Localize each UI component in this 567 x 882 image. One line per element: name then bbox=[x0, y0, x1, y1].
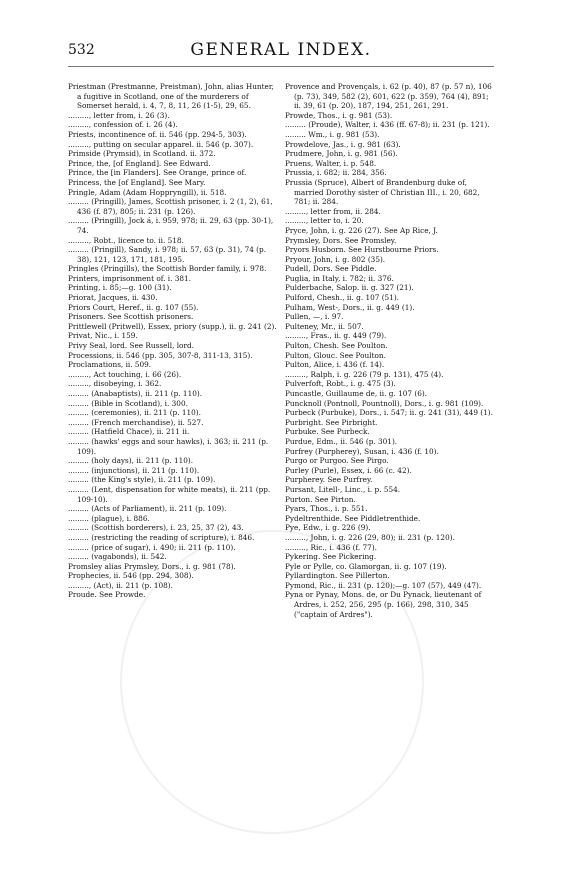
index-entry: Purley (Purle), Essex, i. 66 (c. 42). bbox=[285, 465, 412, 475]
index-entry: Pringles (Pringills), the Scottish Border family, i. 978. bbox=[68, 264, 267, 274]
index-entry: Prittlewell (Pritwell), Essex, priory (supp.), ii. g. 241 (2). bbox=[68, 321, 277, 331]
index-entry: ......... (Lent, dispensation for white meats), ii. 211 (pp. 109-10). bbox=[68, 484, 271, 504]
index-entry: Pulton, Chesh. See Poulton. bbox=[285, 341, 388, 351]
index-entry: ......... (the King's style), ii. 211 (p. 109). bbox=[68, 475, 216, 485]
index-entry: Purgo or Purgoo. See Pirgo. bbox=[285, 456, 389, 466]
running-title: GENERAL INDEX. bbox=[190, 40, 372, 60]
index-entry: Priestman (Prestmanne, Preistman), John, alias Hunter, a fugitive in Scotland, one of the murderers of Somerset herald, i. 4, 7, 8, 11, 26 (1-5), 29, 65. bbox=[68, 82, 274, 111]
index-entry: Purbuke. See Purbeck. bbox=[285, 427, 370, 437]
index-entry: ......... (holy days), ii. 211 (p. 110). bbox=[68, 456, 194, 466]
index-entry: ........., disobeying, i. 362. bbox=[68, 379, 162, 389]
index-entry: Pullen, —, i. 97. bbox=[285, 312, 344, 322]
index-entry: Pyle or Pylle, co. Glamorgan, ii. g. 107 (19). bbox=[285, 561, 447, 571]
index-entry: Priests, incontinence of. ii. 546 (pp. 294-5, 303). bbox=[68, 129, 247, 139]
index-entry: Pulderbache, Salop. ii. g. 327 (21). bbox=[285, 283, 414, 293]
index-entry: ......... (Anabaptists), ii. 211 (p. 110). bbox=[68, 389, 203, 398]
index-entry: ......... (price of sugar), i. 490; ii. 211 (p. 110). bbox=[68, 542, 236, 552]
index-entry: ......... (Pringill), Sandy, i. 978; ii. 57, 63 (p. 31), 74 (p. 38), 121, 123, 171, 181, 195. bbox=[68, 245, 267, 264]
index-entry: Prowdelove, Jas., i. g. 981 (63). bbox=[285, 139, 401, 149]
index-entry: ......... (Pringill), Jock á, i. 959, 978; ii. 29, 63 (pp. 30-1), 74. bbox=[68, 216, 274, 235]
index-entry: Priorat, Jacques, ii. 430. bbox=[68, 293, 158, 303]
index-entry: Prowde, Thos., i. g. 981 (53). bbox=[285, 110, 393, 120]
index-entry: Pryce, John, i. g. 226 (27). See Ap Rice, J. bbox=[285, 225, 438, 235]
page-header bbox=[68, 42, 494, 64]
index-entry: Pryors Husborn. See Hurstbourne Priors. bbox=[285, 245, 439, 255]
index-entry: Proude. See Prowde. bbox=[68, 590, 146, 600]
index-entry: Prophecies, ii. 546 (pp. 294, 308). bbox=[68, 571, 194, 581]
index-entry: ......... (Pringill), James, Scottish prisoner, i. 2 (1, 2), 61, 436 (f. 87), 805; ii. 231 (p. 126). bbox=[68, 197, 273, 216]
index-entry: Pye, Edw., i. g. 226 (9). bbox=[285, 523, 371, 533]
index-entry: Pyars, Thos., i. p. 551. bbox=[285, 504, 368, 514]
index-entry: Pursant, Litell-, Linc., i. p. 554. bbox=[285, 484, 401, 494]
index-entry: ......... (restricting the reading of scripture), i. 846. bbox=[68, 532, 255, 542]
index-entry: Pruens, Walter, i. p. 548. bbox=[285, 158, 377, 168]
index-entry: Privy Seal, lord. See Russell, lord. bbox=[68, 341, 194, 351]
index-entry: Purbright. See Pirbright. bbox=[285, 417, 378, 427]
index-entry: Puncknoll (Pontnoll, Pountnoll), Dors., i. g. 981 (109). bbox=[285, 398, 484, 408]
index-entry: ........., Fras., ii. g. 449 (79). bbox=[285, 331, 387, 341]
index-entry: Pyllardington. See Pillerton. bbox=[285, 571, 390, 581]
index-entry: ......... (Bible in Scotland), i. 300. bbox=[68, 398, 188, 408]
index-entry: ......... (French merchandise), ii. 527. bbox=[68, 417, 204, 427]
index-entry: ......... (Proude), Walter, i. 436 (ff. 67-8); ii. 231 (p. 121). bbox=[285, 120, 490, 130]
index-entry: ........., Ric., i. 436 (f. 77). bbox=[285, 542, 377, 552]
index-entry: Promsley alias Prymsley, Dors., i. g. 981 (78). bbox=[68, 561, 236, 571]
index-entry: ......... (Acts of Parliament), ii. 211 (p. 109). bbox=[68, 504, 227, 514]
index-entry: Pulford, Chesh., ii. g. 107 (51). bbox=[285, 293, 399, 303]
index-entry: ........., (Act), ii. 211 (p. 108). bbox=[68, 580, 173, 590]
index-entry: Purdue, Edm., ii. 546 (p. 301). bbox=[285, 436, 398, 446]
index-entry: Pulteney, Mr., ii. 507. bbox=[285, 321, 364, 331]
index-entry: Purbeck (Purbuke), Dors., i. 547; ii. g. 241 (31), 449 (1). bbox=[285, 408, 493, 418]
index-entry: ......... Wm., i. g. 981 (53). bbox=[285, 129, 380, 139]
index-entry: Pulton, Glouc. See Poulton. bbox=[285, 350, 386, 360]
index-entry: Prussia, i. 682; ii. 284, 356. bbox=[285, 168, 387, 178]
index-entry: ......... (vagabonds), ii. 542. bbox=[68, 552, 167, 562]
index-entry: ........., putting on secular apparel. ii. 546 (p. 307). bbox=[68, 139, 254, 149]
index-entry: Purton. See Pirton. bbox=[285, 494, 356, 504]
index-entry: Pringle, Adam (Adam Hoppryngill), ii. 518. bbox=[68, 187, 227, 197]
index-entry: Prince, the [in Flanders]. See Orange, prince of. bbox=[68, 168, 247, 178]
index-entry: Privat, Nic., i. 159. bbox=[68, 331, 138, 341]
index-entry: Pulham, West-, Dors., ii. g. 449 (1). bbox=[285, 302, 415, 312]
index-entry: Princess, the [of England]. See Mary. bbox=[68, 177, 206, 187]
index-entry: Provence and Provençals, i. 62 (p. 40), 87 (p. 57 n), 106 (p. 73), 349, 582 (2), 601, 622 (p. 359), 764 (4), 891; ii. 39, 61 (p. 20), 187, 194, 251, 261, 291. bbox=[285, 82, 492, 111]
index-entry: Pulton, Alice, i. 436 (f. 14). bbox=[285, 360, 385, 370]
index-entry: Purfrey (Purpherey), Susan, i. 436 (f. 10). bbox=[285, 446, 439, 456]
index-entry: Prisoners. See Scottish prisoners. bbox=[68, 312, 194, 322]
index-entry: ........., letter from, ii. 284. bbox=[285, 206, 381, 216]
index-entry: ........., Ralph, i. g. 226 (79 p. 131), 475 (4). bbox=[285, 369, 444, 379]
index-entry: ......... (hawks' eggs and sour hawks), i. 363; ii. 211 (p. 109). bbox=[68, 436, 269, 456]
index-entry: Pulverfoft, Robt., i. g. 475 (3). bbox=[285, 379, 396, 389]
index-entry: ........., confession of. i. 26 (4). bbox=[68, 120, 178, 130]
index-entry: Prince, the, [of England]. See Edward. bbox=[68, 158, 211, 168]
index-entry: Pykering. See Pickering. bbox=[285, 552, 377, 562]
index-entry: Proclamations, ii. 509. bbox=[68, 360, 152, 370]
index-entry: Prussia (Spruce), Albert of Brandenburg duke of, married Dorothy sister of Christian III., i. 20, 682, 781; ii. 284. bbox=[285, 177, 480, 207]
index-entry: Purpherey. See Purfrey. bbox=[285, 475, 373, 485]
index-entry: ........., Act touching, i. 66 (26). bbox=[68, 369, 182, 379]
index-entry: Priors Court, Heref., ii. g. 107 (55). bbox=[68, 302, 199, 312]
index-entry: Printers, imprisonment of. i. 381. bbox=[68, 273, 192, 283]
index-entry: Pymond, Ric., ii. 231 (p. 120);—g. 107 (57), 449 (47). bbox=[285, 580, 482, 590]
index-entry: Prymsley, Dors. See Promsley. bbox=[285, 235, 397, 245]
index-entry: ......... (plague), i. 886. bbox=[68, 513, 150, 523]
index-entry: ......... (injunctions), ii. 211 (p. 110). bbox=[68, 465, 200, 475]
page-number: 532 bbox=[68, 42, 95, 58]
index-entry: ........., John, i. g. 226 (29, 80); ii. 231 (p. 120). bbox=[285, 532, 455, 542]
index-entry: ........., letter to, i. 20. bbox=[285, 216, 364, 226]
index-entry: Printing, i. 85;—g. 100 (31). bbox=[68, 283, 172, 293]
header-rule bbox=[68, 66, 494, 67]
index-entry: Primside (Prymsid), in Scotland. ii. 372. bbox=[68, 149, 216, 159]
index-entry: Puglia, in Italy, i. 782; ii. 376. bbox=[285, 273, 394, 283]
index-entry: ......... (Hatfield Chace), ii. 211 ii. bbox=[68, 427, 190, 437]
index-entry: ........., letter from, i. 26 (3). bbox=[68, 110, 170, 120]
index-column-right bbox=[285, 82, 495, 619]
index-entry: Pyna or Pynay, Mons. de, or Du Pynack, lieutenant of Ardres, i. 252, 256, 295 (p. 166), 298, 310, 345 ("captain of Ardres"). bbox=[285, 590, 482, 619]
index-entry: Prudmere, John, i. g. 981 (56). bbox=[285, 149, 398, 159]
index-entry: ........., Robt., licence to. ii. 518. bbox=[68, 235, 184, 245]
index-entry: Puncastle, Guillaume de, ii. g. 107 (6). bbox=[285, 389, 427, 398]
index-entry: Pydeltrenthide. See Piddletrenthide. bbox=[285, 513, 421, 523]
index-entry: ......... (ceremonies), ii. 211 (p. 110). bbox=[68, 408, 201, 418]
index-column-left bbox=[68, 82, 278, 600]
index-entry: Pudell, Dors. See Piddle. bbox=[285, 264, 377, 274]
index-entry: ......... (Scottish borderers), i. 23, 25, 37 (2), 43. bbox=[68, 523, 244, 533]
index-entry: Processions, ii. 546 (pp. 305, 307-8, 311-13, 315). bbox=[68, 350, 253, 360]
index-entry: Pryour, John, i. g. 802 (35). bbox=[285, 254, 386, 264]
